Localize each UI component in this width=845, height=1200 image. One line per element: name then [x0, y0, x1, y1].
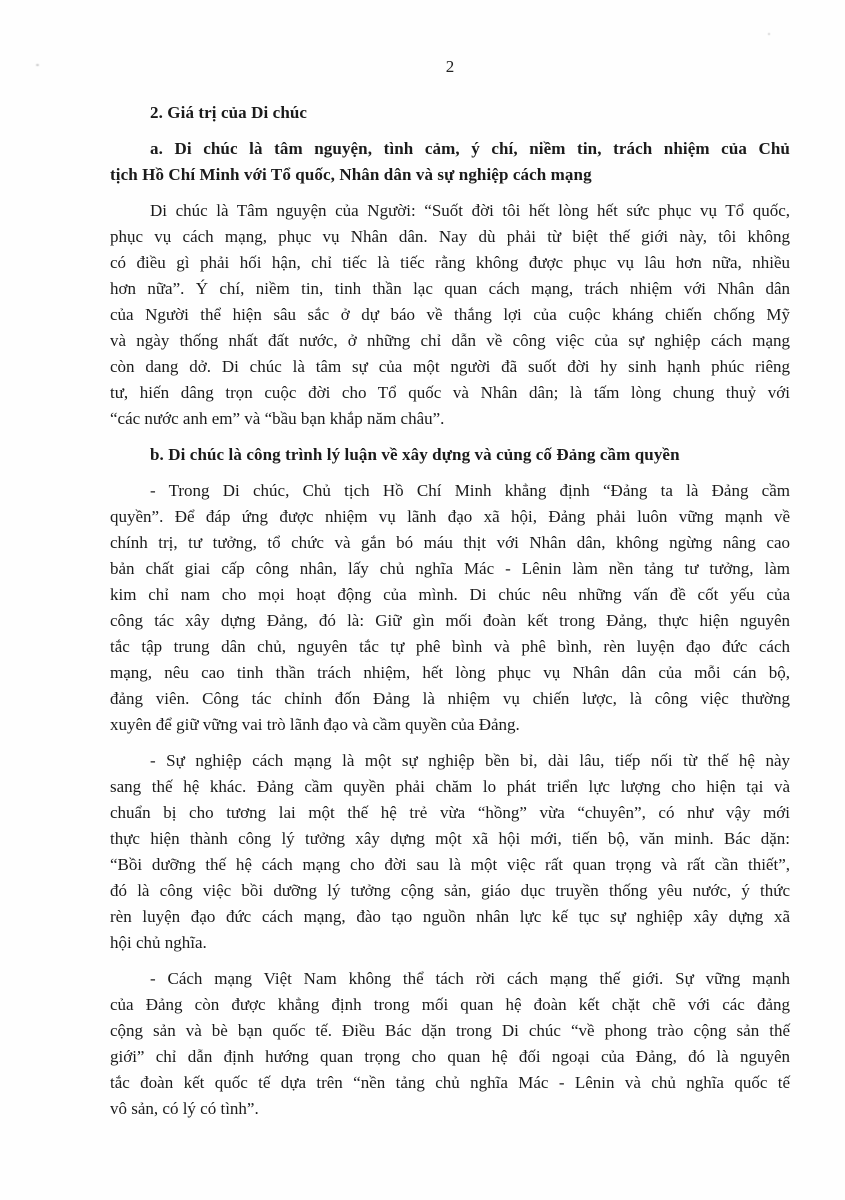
text-line: giới” chỉ dẫn định hướng quan trọng cho quan hệ đối ngoại của Đảng, đó là nguyên — [110, 1047, 790, 1066]
text-line: tắc đoàn kết quốc tế dựa trên “nền tảng chủ nghĩa Mác - Lênin và chủ nghĩa quốc tế — [110, 1073, 790, 1092]
text-line: hội chủ nghĩa. — [110, 933, 207, 952]
body-paragraph — [110, 478, 790, 738]
text-line: a. Di chúc là tâm nguyện, tình cảm, ý chí, niềm tin, trách nhiệm của Chủ — [150, 139, 790, 158]
text-line: tịch Hồ Chí Minh với Tổ quốc, Nhân dân và sự nghiệp cách mạng — [110, 165, 592, 184]
body-paragraph — [110, 198, 790, 432]
text-line: xuyên để giữ vững vai trò lãnh đạo và cầm quyền của Đảng. — [110, 715, 520, 734]
section-heading — [110, 442, 790, 468]
body-paragraph — [110, 748, 790, 956]
page-number: 2 — [445, 57, 455, 76]
text-line: - Trong Di chúc, Chủ tịch Hồ Chí Minh khẳng định “Đảng ta là Đảng cầm — [150, 481, 790, 500]
text-line: sang thế hệ khác. Đảng cầm quyền phải chăm lo phát triển lực lượng cho hiện tại và — [110, 777, 790, 796]
section-heading — [110, 136, 790, 188]
text-line: vô sản, có lý có tình”. — [110, 1099, 259, 1118]
body-paragraph — [110, 966, 790, 1122]
text-line: chính trị, tư tưởng, tổ chức và gắn bó máu thịt với Nhân dân, không ngừng nâng cao — [110, 533, 790, 552]
text-line: phục vụ cách mạng, phục vụ Nhân dân. Nay dù phải từ biệt thế giới này, tôi không — [110, 227, 790, 246]
scan-speck — [36, 64, 39, 66]
text-line: cộng sản và bè bạn quốc tế. Điều Bác dặn trong Di chúc “về phong trào cộng sản thế — [110, 1021, 790, 1040]
text-line: 2. Giá trị của Di chúc — [150, 103, 308, 122]
text-line: bản chất giai cấp công nhân, lấy chủ nghĩa Mác - Lênin làm nền tảng tư tưởng, làm — [110, 559, 790, 578]
text-line: hơn nữa”. Ý chí, niềm tin, tinh thần lạc quan cách mạng, trách nhiệm với Nhân dân — [110, 279, 790, 298]
text-line: có điều gì phải hối hận, chỉ tiếc là tiếc rằng không được phục vụ lâu hơn nữa, nhiều — [110, 253, 790, 272]
text-line: rèn luyện đạo đức cách mạng, đào tạo nguồn nhân lực kế tục sự nghiệp xây dựng xã — [110, 907, 790, 926]
text-line: của Đảng còn được khẳng định trong mối quan hệ đoàn kết chặt chẽ với các đảng — [110, 995, 790, 1014]
text-line: chuẩn bị cho tương lai một thế hệ trẻ vừa “hồng” vừa “chuyên”, có như vậy mới — [110, 803, 790, 822]
text-line: “Bồi dưỡng thế hệ cách mạng cho đời sau là một việc rất quan trọng và rất cần thiết”, — [110, 855, 790, 874]
text-line: - Cách mạng Việt Nam không thể tách rời cách mạng thế giới. Sự vững mạnh — [150, 969, 790, 988]
text-line: tư, hiến dâng trọn cuộc đời cho Tổ quốc và Nhân dân; là tấm lòng chung thuỷ với — [110, 383, 790, 402]
text-line: b. Di chúc là công trình lý luận về xây dựng và củng cố Đảng cầm quyền — [150, 445, 680, 464]
text-column — [110, 56, 790, 1122]
text-line: quyền”. Để đáp ứng được nhiệm vụ lãnh đạo xã hội, Đảng phải luôn vững mạnh về — [110, 507, 790, 526]
document-content — [110, 100, 790, 1122]
text-line: tắc tập trung dân chủ, nguyên tắc tự phê bình và phê bình, rèn luyện đạo đức cách — [110, 637, 790, 656]
text-line: thực hiện thành công lý tưởng xây dựng một xã hội mới, tiến bộ, văn minh. Bác dặn: — [110, 829, 790, 848]
text-line: Di chúc là Tâm nguyện của Người: “Suốt đời tôi hết lòng hết sức phục vụ Tổ quốc, — [150, 201, 790, 220]
text-line: - Sự nghiệp cách mạng là một sự nghiệp bền bỉ, dài lâu, tiếp nối từ thế hệ này — [150, 751, 790, 770]
text-line: kim chỉ nam cho mọi hoạt động của mình. Di chúc nêu những vấn đề cốt yếu của — [110, 585, 790, 604]
text-line: của Người thể hiện sâu sắc ở dự báo về thắng lợi của cuộc kháng chiến chống Mỹ — [110, 305, 790, 324]
scan-speck — [768, 33, 770, 35]
text-line: và ngày thống nhất đất nước, ở những chỉ dẫn về công việc của sự nghiệp cách mạng — [110, 331, 790, 350]
text-line: còn dang dở. Di chúc là tâm sự của một người đã suốt đời hy sinh hạnh phúc riêng — [110, 357, 790, 376]
section-heading — [110, 100, 790, 126]
text-line: đảng viên. Công tác chỉnh đốn Đảng là nhiệm vụ chiến lược, là công việc thường — [110, 689, 790, 708]
text-line: mạng, nêu cao tinh thần trách nhiệm, hết lòng phục vụ Nhân dân của mỗi cán bộ, — [110, 663, 790, 682]
text-line: đó là công việc bồi dưỡng lý tưởng cộng sản, giáo dục truyền thống yêu nước, ý thức — [110, 881, 790, 900]
text-line: “các nước anh em” và “bầu bạn khắp năm châu”. — [110, 409, 445, 428]
text-line: công tác xây dựng Đảng, đó là: Giữ gìn mối đoàn kết trong Đảng, thực hiện nguyên — [110, 611, 790, 630]
